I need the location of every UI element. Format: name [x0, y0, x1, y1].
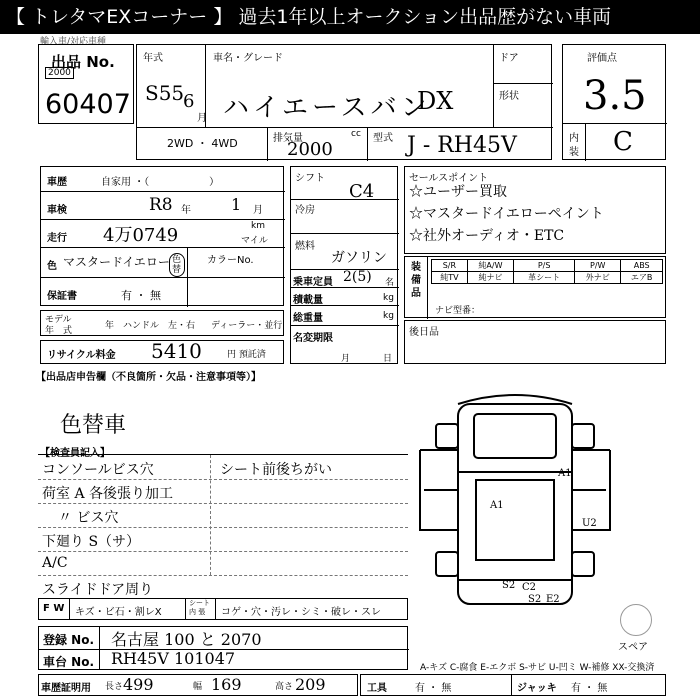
model-year-label-top: モデル — [45, 315, 72, 325]
inspector-line-2: 荷室 A 各後張り加工 — [42, 486, 174, 502]
displacement-value: 2000 — [287, 139, 333, 160]
after-parts-label: 後日品 — [409, 327, 439, 338]
size-label: 車歴証明用 — [41, 683, 91, 694]
damage-mark: A1 — [558, 468, 572, 479]
gross-label: 総重量 — [293, 313, 323, 324]
name-change-day-unit: 日 — [383, 354, 393, 364]
tools-label: 工具 — [367, 683, 387, 694]
model-year-dealer: ディーラー・並行 — [211, 321, 283, 331]
chassis-label: 車台 No. — [43, 655, 95, 669]
damage-mark: C2 — [522, 582, 537, 593]
model-year-box — [40, 310, 284, 336]
equip-abs: ABS — [621, 260, 663, 272]
car-name-value: ハイエースバン — [223, 93, 431, 123]
model-year-label-bottom: 年 式 — [45, 326, 73, 336]
year-month: 6 — [183, 91, 195, 112]
drive-options: 2WD ・ 4WD — [167, 137, 238, 150]
score-box — [562, 44, 666, 160]
equip-tv: 純TV — [432, 272, 468, 284]
capacity-label: 乗車定員 — [293, 277, 333, 288]
car-grade-value: DX — [417, 87, 454, 115]
inspector-line-3: 〃 ビス穴 — [58, 510, 119, 526]
inspector-right-note: シート前後ちがい — [220, 462, 332, 478]
interior-value: C — [613, 127, 633, 157]
lot-number: 60407 — [45, 89, 131, 120]
top-note: 輸入車/対応車種 — [40, 37, 107, 47]
inspector-label: 【検査員記入】 — [40, 448, 110, 459]
lot-label: 出品 No. — [51, 53, 115, 71]
warranty-value: 有 ・ 無 — [121, 289, 161, 302]
shape-label: 形状 — [499, 91, 519, 102]
aircon-label: 冷房 — [295, 205, 315, 216]
lot-box — [38, 44, 134, 124]
recycle-unit: 円 預託済 — [227, 350, 266, 360]
inspection-label: 車検 — [47, 205, 67, 216]
width-label: 幅 — [193, 682, 203, 692]
jack-label: ジャッキ — [517, 683, 557, 694]
navi-model-label: ナビ型番： — [435, 306, 481, 316]
load-label: 積載量 — [293, 295, 323, 306]
recycle-box — [40, 340, 284, 364]
inspection-month: 1 — [231, 195, 242, 214]
spec-box — [290, 166, 398, 364]
capacity-value: 2(5) — [343, 269, 372, 285]
car-name-label: 車名・グレード — [213, 53, 283, 64]
recycle-value: 5410 — [151, 339, 202, 363]
spare-tire-icon — [620, 604, 652, 636]
equipment-box — [404, 256, 666, 318]
year-month-unit: 月 — [197, 113, 207, 124]
sales-points-label: セールスポイント — [409, 173, 489, 184]
color-no-label: カラーNo. — [207, 255, 254, 266]
fuel-value: ガソリン — [331, 250, 387, 266]
sales-point-3: ☆社外オーディオ・ETC — [409, 228, 565, 244]
sales-point-1: ☆ユーザー買取 — [409, 184, 507, 200]
damage-mark: E2 — [546, 594, 560, 605]
equip-pw: P/W — [575, 260, 621, 272]
damage-mark: A1 — [490, 500, 504, 511]
mileage-unit-km: km — [251, 221, 265, 231]
damage-mark: S2 — [528, 594, 542, 605]
equip-leather: 革シート — [514, 272, 575, 284]
mileage-value: 4万0749 — [103, 225, 179, 246]
inspector-line-6: スライドドア周り — [42, 582, 154, 598]
registration-value: 名古屋 100 と 2070 — [111, 630, 262, 649]
seat-items: コゲ・穴・汚レ・シミ・破レ・スレ — [221, 607, 381, 618]
model-value: J - RH45V — [407, 133, 517, 158]
equip-navi: 純ナビ — [467, 272, 513, 284]
after-parts-box — [404, 320, 666, 364]
displacement-unit: cc — [351, 129, 361, 139]
capacity-unit: 名 — [385, 278, 395, 288]
mileage-label: 走行 — [47, 233, 67, 244]
warranty-label: 保証書 — [47, 291, 77, 302]
exhibitor-report-label: 【出品店申告欄（不良箇所・欠品・注意事項等）】 — [36, 372, 261, 383]
equip-ps: P/S — [514, 260, 575, 272]
model-year-handle: ハンドル 左・右 — [123, 321, 196, 331]
fw-items: キズ・ビ石・割レX — [75, 607, 162, 618]
height-value: 209 — [295, 675, 326, 694]
length-label: 長さ — [105, 682, 124, 692]
inspector-line-1: コンソールビス穴 — [42, 462, 154, 478]
seat-label: シート 内 張 — [189, 599, 210, 616]
height-label: 高さ — [275, 682, 294, 692]
score-value: 3.5 — [583, 73, 647, 119]
fw-label: F W — [43, 603, 65, 614]
exhibitor-report-value: 色替車 — [60, 413, 127, 438]
interior-label-top: 内 — [569, 133, 579, 144]
inspection-year-unit: 年 — [181, 205, 191, 216]
width-value: 169 — [211, 675, 242, 694]
inspection-month-unit: 月 — [253, 205, 263, 216]
interior-label-bottom: 装 — [569, 147, 579, 158]
model-year-unit: 年 — [105, 321, 115, 331]
shift-label: シフト — [295, 173, 325, 184]
vehicle-info-box — [40, 166, 284, 306]
damage-legend: A-キズ C-腐食 E-エクボ S-サビ U-凹ミ W-補修 XX-交換済 — [420, 663, 655, 673]
score-label: 評価点 — [587, 53, 617, 64]
inspector-notes — [38, 454, 408, 599]
shift-value: C4 — [349, 181, 375, 202]
displacement-label: 排気量 — [273, 133, 303, 144]
inspection-value: R8 — [149, 195, 173, 215]
inspector-line-5: A/C — [42, 555, 68, 571]
history-label: 車歴 — [47, 177, 67, 188]
sales-points-box — [404, 166, 666, 254]
tools-value: 有 ・ 無 — [415, 683, 452, 694]
color-repaint-mark: 色替 — [169, 253, 185, 277]
equipment-label: 装備品 — [411, 262, 421, 299]
lot-year-tag: 2000 — [45, 67, 74, 79]
header-box — [136, 44, 552, 160]
color-label: 色 — [47, 261, 57, 272]
color-value: マスタードイエロー — [63, 255, 170, 269]
equip-ext-navi: 外ナビ — [575, 272, 621, 284]
car-diagram — [410, 380, 620, 610]
equip-aw: 純A/W — [467, 260, 513, 272]
year-value: S55 — [145, 81, 185, 105]
fuel-label: 燃料 — [295, 241, 315, 252]
equip-sr: S/R — [432, 260, 468, 272]
damage-mark: S2 — [502, 580, 516, 591]
recycle-label: リサイクル料金 — [47, 350, 116, 361]
load-unit: kg — [383, 293, 394, 303]
history-value: 自家用 ・（ ） — [101, 177, 220, 188]
damage-mark: U2 — [582, 518, 597, 529]
sales-point-2: ☆マスタードイエローペイント — [409, 206, 604, 222]
gross-unit: kg — [383, 311, 394, 321]
mileage-unit-mile: マイル — [241, 236, 268, 246]
jack-value: 有 ・ 無 — [571, 683, 608, 694]
registration-box — [38, 626, 408, 670]
title-banner: 【 トレタマEXコーナー 】 過去1年以上オークション出品歴がない車両 — [0, 0, 700, 34]
tools-row — [360, 674, 666, 696]
equip-airbag: エアB — [621, 272, 663, 284]
spare-label: スペア — [618, 642, 648, 653]
door-label: ドア — [499, 53, 519, 64]
chassis-value: RH45V 101047 — [111, 649, 236, 668]
inspector-line-4: 下廻り S（サ） — [42, 534, 141, 550]
fw-row — [38, 598, 408, 620]
model-label: 型式 — [373, 133, 393, 144]
year-label: 年式 — [143, 53, 163, 64]
size-row — [38, 674, 358, 696]
length-value: 499 — [123, 675, 154, 694]
registration-label: 登録 No. — [43, 633, 95, 647]
name-change-month-unit: 月 — [341, 354, 351, 364]
name-change-label: 名変期限 — [293, 333, 333, 344]
